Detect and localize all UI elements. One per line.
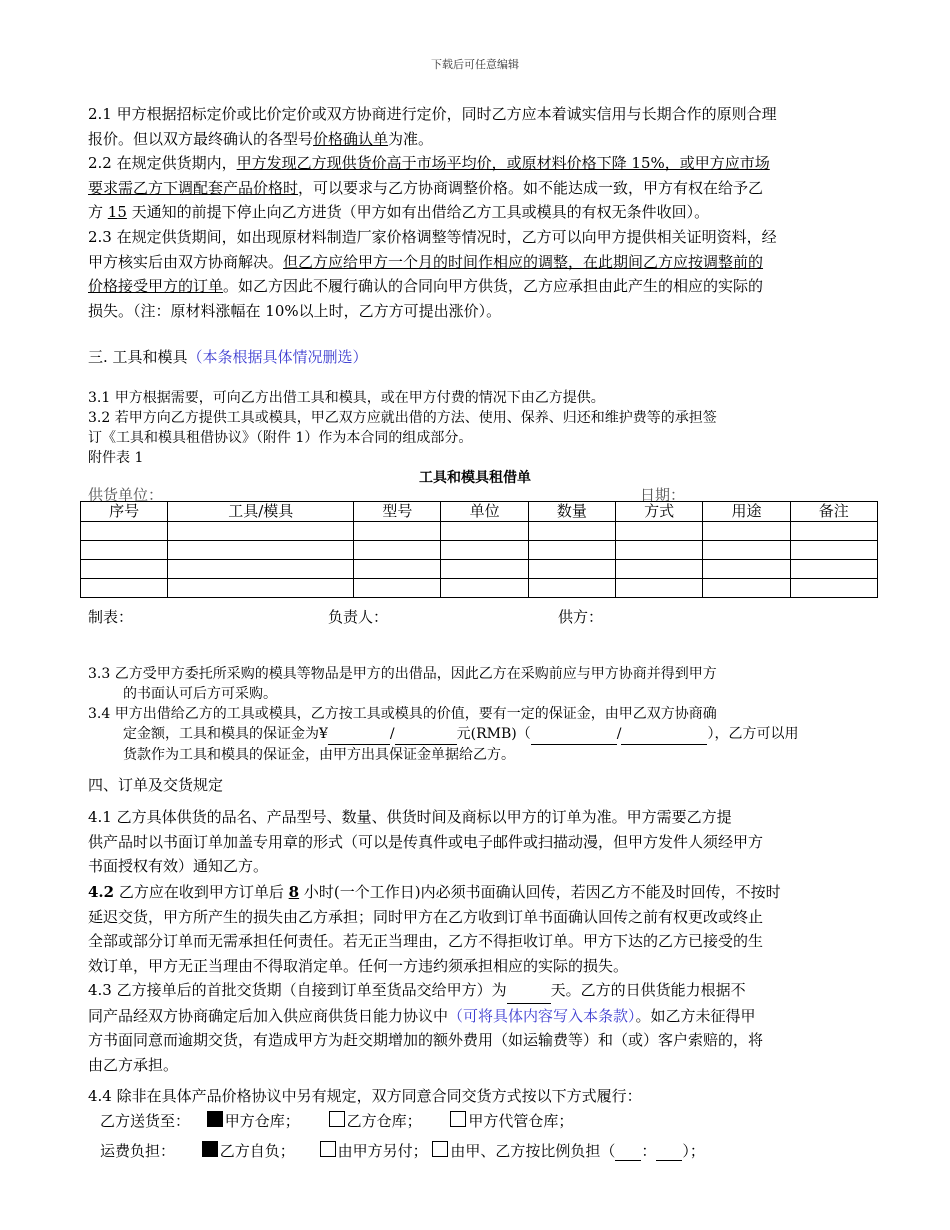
clause-2-1: 2.1 甲方根据招标定价或比价定价或双方协商进行定价，同时乙方应本着诚实信用与长期合作的原则合理 报价。但以双方最终确认的各型号价格确认单为准。 — [88, 105, 777, 148]
col-header: 型号 — [354, 502, 441, 522]
clause-4-3: 4.3 乙方接单后的首批交货期（自接到订单至货品交给甲方）为 天。乙方的日供货能力根据不 同产品经双方协商确定后加入供应商供货日能力协议中（可将具体内容写入本条款）。如乙方未征得甲 方书面同意而逾期交货，有造成甲方为赶交期增加的额外费用（如运输费等）和（或）客户索赔的，将 由乙方承担。 — [88, 978, 863, 1077]
checkbox[interactable] — [329, 1111, 345, 1127]
section-4-title: 四、订单及交货规定 — [88, 776, 224, 794]
col-header: 用途 — [703, 502, 790, 522]
clause-4-1: 4.1 乙方具体供货的品名、产品型号、数量、供货时间及商标以甲方的订单为准。甲方需要乙方提 供产品时以书面订单加盖专用章的形式（可以是传真件或电子邮件或扫描动漫，但甲方发件人须经甲方 书面授权有效）通知乙方。 — [88, 808, 764, 875]
clause-3-4: 3.4 甲方出借给乙方的工具或模具，乙方按工具或模具的价值，要有一定的保证金，由甲乙双方协商确 定金额，工具和模具的保证金为¥ / 元(RMB)（ / ），乙方可以用 货款作为工具和模具的保证金，由甲方出具保证金单据给乙方。 — [88, 706, 799, 763]
col-header: 单位 — [441, 502, 528, 522]
checkbox-checked[interactable] — [207, 1111, 223, 1127]
col-header: 方式 — [616, 502, 703, 522]
table-header-row — [81, 502, 878, 522]
checkbox-checked[interactable] — [202, 1141, 218, 1157]
clause-2-2: 2.2 在规定供货期内，甲方发现乙方现供货价高于市场平均价，或原材料价格下降 15%，或甲方应市场 要求需乙方下调配套产品价格时，可以要求与乙方协商调整价格。如不能达成一致，甲方有权在给予乙 方 15 天通知的前提下停止向乙方进货（甲方如有出借给乙方工具或模具的有权无条件收回）。 — [88, 154, 770, 221]
owner-label: 负责人： — [328, 608, 389, 626]
annex-label: 附件表 1 — [88, 450, 144, 466]
table-row — [81, 579, 878, 598]
clause-4-2: 4.2 乙方应在收到甲方订单后 8 小时(一个工作日)内必须书面确认回传，若因乙方不能及时回传，不按时 延迟交货，甲方所产生的损失由乙方承担；同时甲方在乙方收到订单书面确认回传之前有权更改或终止 全部或部分订单而无需承担任何责任。若无正当理由，乙方不得拒收订单。甲方下达的乙方已接受的生 效订单，甲方无正当理由不得取消定单。任何一方违约须承担相应的实际的损失。 — [88, 883, 781, 975]
rental-table — [80, 501, 878, 598]
checkbox[interactable] — [450, 1111, 466, 1127]
table-row — [81, 560, 878, 579]
page-header: 下载后可任意编辑 — [431, 58, 519, 71]
clause-3-3: 3.3 乙方受甲方委托所采购的模具等物品是甲方的出借品，因此乙方在采购前应与甲方协商并得到甲方 的书面认可后方可采购。 — [88, 666, 717, 702]
clause-4-4: 4.4 除非在具体产品价格协议中另有规定，双方同意合同交货方式按以下方式履行： — [88, 1087, 642, 1105]
checkbox[interactable] — [320, 1141, 336, 1157]
table-row — [81, 541, 878, 560]
freight-label: 运费负担： — [100, 1142, 176, 1160]
col-header: 备注 — [790, 502, 877, 522]
checkbox[interactable] — [432, 1141, 448, 1157]
delivery-label: 乙方送货至： — [100, 1112, 191, 1130]
col-header: 序号 — [81, 502, 168, 522]
clause-2-3: 2.3 在规定供货期间，如出现原材料制造厂家价格调整等情况时，乙方可以向甲方提供相关证明资料，经 甲方核实后由双方协商解决。但乙方应给甲方一个月的时间作相应的调整，在此期间乙方应按调整前的 价格接受甲方的订单。如乙方因此不履行确认的合同向甲方供货，乙方应承担由此产生的相应的实际的 损失。（注：原材料涨幅在 10%以上时，乙方方可提出涨价）。 — [88, 228, 777, 320]
section-3-title: 三. 工具和模具（本条根据具体情况删选） — [88, 348, 368, 366]
clause-3-1: 3.1 甲方根据需要，可向乙方出借工具和模具，或在甲方付费的情况下由乙方提供。 — [88, 390, 605, 406]
table-row — [81, 522, 878, 541]
clause-3-2: 3.2 若甲方向乙方提供工具或模具，甲乙双方应就出借的方法、使用、保养、归还和维护费等的承担签 订《工具和模具租借协议》（附件 1）作为本合同的组成部分。 — [88, 410, 717, 446]
col-header: 数量 — [528, 502, 615, 522]
supplier-label: 供货单位： — [88, 486, 164, 504]
col-header: 工具/模具 — [168, 502, 354, 522]
delivery-row: 乙方送货至： 甲方仓库； 乙方仓库； 甲方代管仓库； — [100, 1112, 574, 1130]
date-label: 日期： — [640, 486, 686, 504]
freight-row: 运费负担： 乙方自负； 由甲方另付； 由甲、乙方按比例负担（ ： ）； — [100, 1142, 705, 1160]
form-title: 工具和模具租借单 — [419, 470, 531, 486]
maker-label: 制表： — [88, 608, 134, 626]
supplier-sign-label: 供方： — [558, 608, 604, 626]
